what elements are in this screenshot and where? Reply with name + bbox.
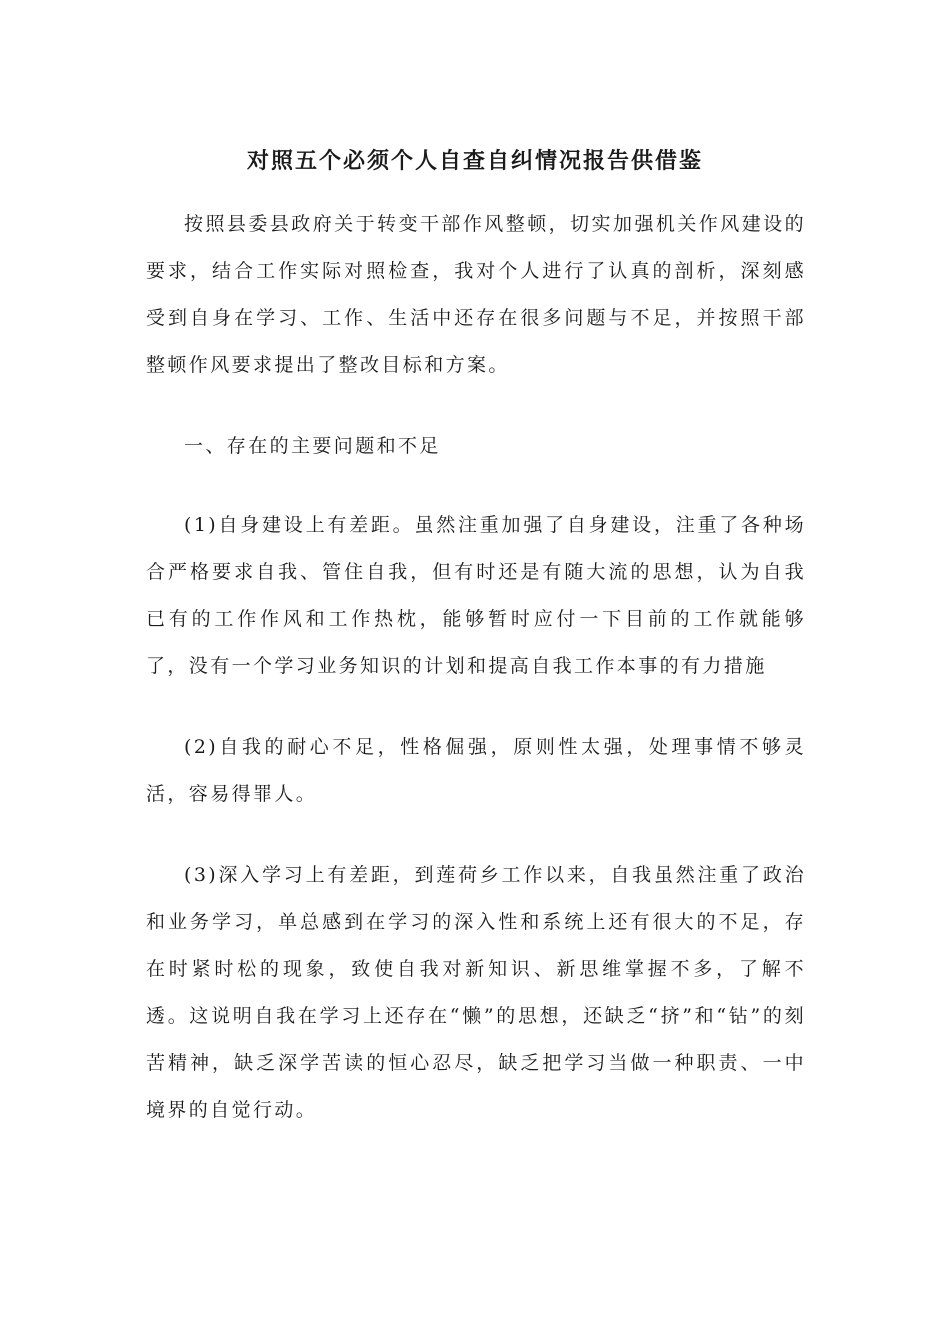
document-title: 对照五个必须个人自查自纠情况报告供借鉴 (246, 149, 703, 174)
intro-paragraph: 按照县委县政府关于转变干部作风整顿，切实加强机关作风建设的要求，结合工作实际对照检查，我对个人进行了认真的剖析，深刻感受到自身在学习、工作、生活中还存在很多问题与不足，并按照干部整顿作风要求提出了整改目标和方案。 (146, 213, 806, 376)
document-body (146, 201, 806, 1168)
problem-item-2: (2)自我的耐心不足，性格倔强，原则性太强，处理事情不够灵活，容易得罪人。 (146, 736, 806, 805)
problem-item-3: (3)深入学习上有差距，到莲荷乡工作以来，自我虽然注重了政治和业务学习，单总感到在学习的深入性和系统上还有很大的不足，存在时紧时松的现象，致使自我对新知识、新思维掌握不多，了解不透。这说明自我在学习上还存在“懒”的思想，还缺乏“挤”和“钻”的刻苦精神，缺乏深学苦读的恒心忍尽，缺乏把学习当做一种职责、一中境界的自觉行动。 (146, 864, 806, 1121)
section-heading: 一、存在的主要问题和不足 (184, 435, 441, 457)
problem-item-1: (1)自身建设上有差距。虽然注重加强了自身建设，注重了各种场合严格要求自我、管住自我，但有时还是有随大流的思想，认为自我已有的工作作风和工作热枕，能够暂时应付一下目前的工作就能够了，没有一个学习业务知识的计划和提高自我工作本事的有力措施 (146, 514, 806, 677)
